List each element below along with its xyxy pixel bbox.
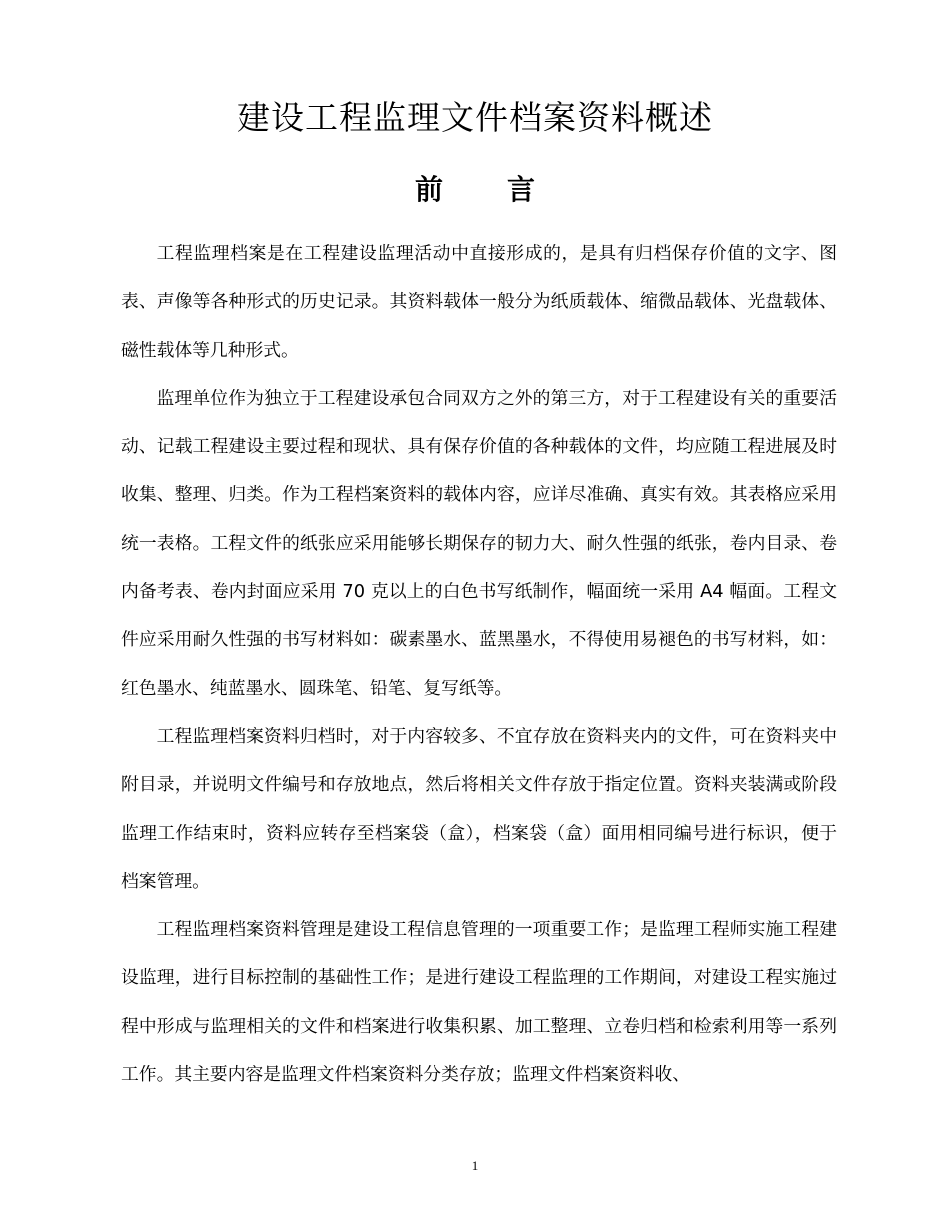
document-title: 建设工程监理文件档案资料概述 bbox=[237, 98, 713, 138]
document-body bbox=[121, 230, 837, 1099]
paragraph-archiving-procedure: 工程监理档案资料归档时，对于内容较多、不宜存放在资料夹内的文件，可在资料夹中附目录，并说明文件编号和存放地点，然后将相关文件存放于指定位置。资料夹装满或阶段监理工作结束时，资料应转存至档案袋（盒），档案袋（盒）面用相同编号进行标识，便于档案管理。 bbox=[121, 725, 837, 892]
paragraph-supervision-unit: 监理单位作为独立于工程建设承包合同双方之外的第三方，对于工程建设有关的重要活动、记载工程建设主要过程和现状、具有保存价值的各种载体的文件，均应随工程进展及时收集、整理、归类。作为工程档案资料的载体内容，应详尽准确、真实有效。其表格应采用统一表格。工程文件的纸张应采用能够长期保存的韧力大、耐久性强的纸张，卷内目录、卷内备考表、卷内封面应采用 70 克以上的白色书写纸制作，幅面统一采用 A4 幅面。工程文件应采用耐久性强的书写材料如：碳素墨水、蓝黑墨水，不得使用易褪色的书写材料，如：红色墨水、纯蓝墨水、圆珠笔、铅笔、复写纸等。 bbox=[121, 387, 837, 699]
paragraph-archive-definition: 工程监理档案是在工程建设监理活动中直接形成的，是具有归档保存价值的文字、图表、声像等各种形式的历史记录。其资料载体一般分为纸质载体、缩微品载体、光盘载体、磁性载体等几种形式。 bbox=[121, 243, 837, 361]
page-number: 1 bbox=[471, 1158, 479, 1173]
preface-heading: 前言 bbox=[414, 173, 599, 206]
paragraph-archive-management: 工程监理档案资料管理是建设工程信息管理的一项重要工作；是监理工程师实施工程建设监理，进行目标控制的基础性工作；是进行建设工程监理的工作期间，对建设工程实施过程中形成与监理相关的文件和档案进行收集积累、加工整理、立卷归档和检索利用等一系列工作。其主要内容是监理文件档案资料分类存放；监理文件档案资料收、 bbox=[121, 919, 837, 1086]
